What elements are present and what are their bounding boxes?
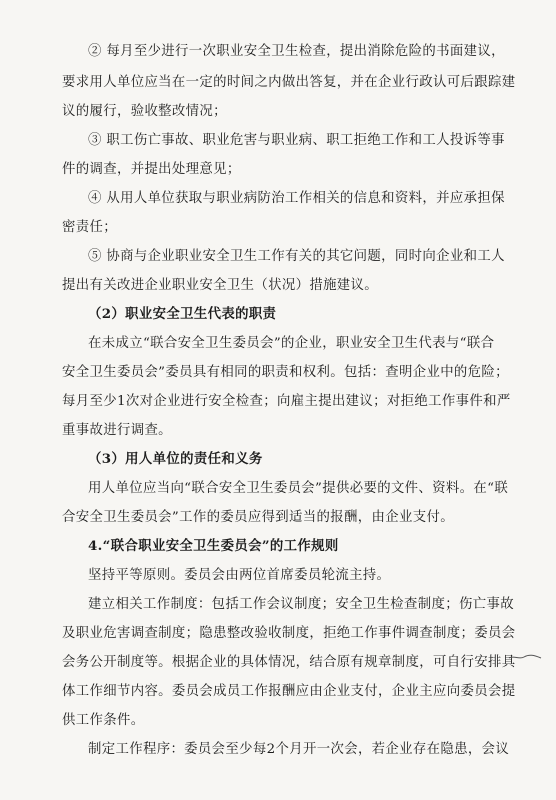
section-heading: （3）用人单位的责任和义务 [88, 451, 263, 467]
section-heading: （2）职业安全卫生代表的职责 [88, 306, 277, 322]
section-heading: 4.“联合职业安全卫生委员会”的工作规则 [88, 538, 339, 554]
text-line: 会务公开制度等。根据企业的具体情况，结合原有规章制度，可自行安排具 [62, 655, 516, 670]
text-line: 建立相关工作制度：包括工作会议制度；安全卫生检查制度；伤亡事故 [88, 597, 514, 612]
text-line: ⑤ 协商与企业职业安全卫生工作有关的其它问题，同时向企业和工人 [88, 249, 505, 264]
text-line: 重事故进行调查。 [62, 423, 172, 438]
text-line: ③ 职工伤亡事故、职业危害与职业病、职工拒绝工作和工人投诉等事 [88, 133, 505, 148]
text-line: 制定工作程序：委员会至少每2个月开一次会，若企业存在隐患，会议 [88, 742, 510, 757]
text-line: 密责任； [62, 220, 117, 235]
text-line: 在未成立“联合安全卫生委员会”的企业，职业安全卫生代表与“联合 [88, 336, 495, 351]
text-line: 体工作细节内容。委员会成员工作报酬应由企业支付，企业主应向委员会提 [62, 684, 516, 699]
text-line: 安全卫生委员会”委员具有相同的职责和权利。包括：查明企业中的危险； [62, 365, 509, 380]
text-line: 要求用人单位应当在一定的时间之内做出答复，并在企业行政认可后跟踪建 [62, 75, 516, 90]
text-line: 供工作条件。 [62, 713, 145, 728]
text-line: 议的履行，验收整改情况； [62, 104, 227, 119]
pen-mark [508, 652, 542, 662]
text-line: 合安全卫生委员会”工作的委员应得到适当的报酬，由企业支付。 [62, 510, 454, 525]
text-line: 每月至少1次对企业进行安全检查；向雇主提出建议；对拒绝工作事件和严 [62, 394, 511, 409]
text-line: 坚持平等原则。委员会由两位首席委员轮流主持。 [88, 568, 391, 583]
text-line: ④ 从用人单位获取与职业病防治工作相关的信息和资料，并应承担保 [88, 191, 505, 206]
text-line: 提出有关改进企业职业安全卫生（状况）措施建议。 [62, 278, 379, 293]
text-line: ② 每月至少进行一次职业安全卫生检查，提出消除危险的书面建议， [88, 44, 505, 59]
text-line: 件的调查，并提出处理意见； [62, 162, 241, 177]
text-line: 用人单位应当向“联合安全卫生委员会”提供必要的文件、资料。在“联 [88, 481, 509, 496]
text-line: 及职业危害调查制度；隐患整改验收制度，拒绝工作事件调查制度；委员会 [62, 626, 516, 641]
